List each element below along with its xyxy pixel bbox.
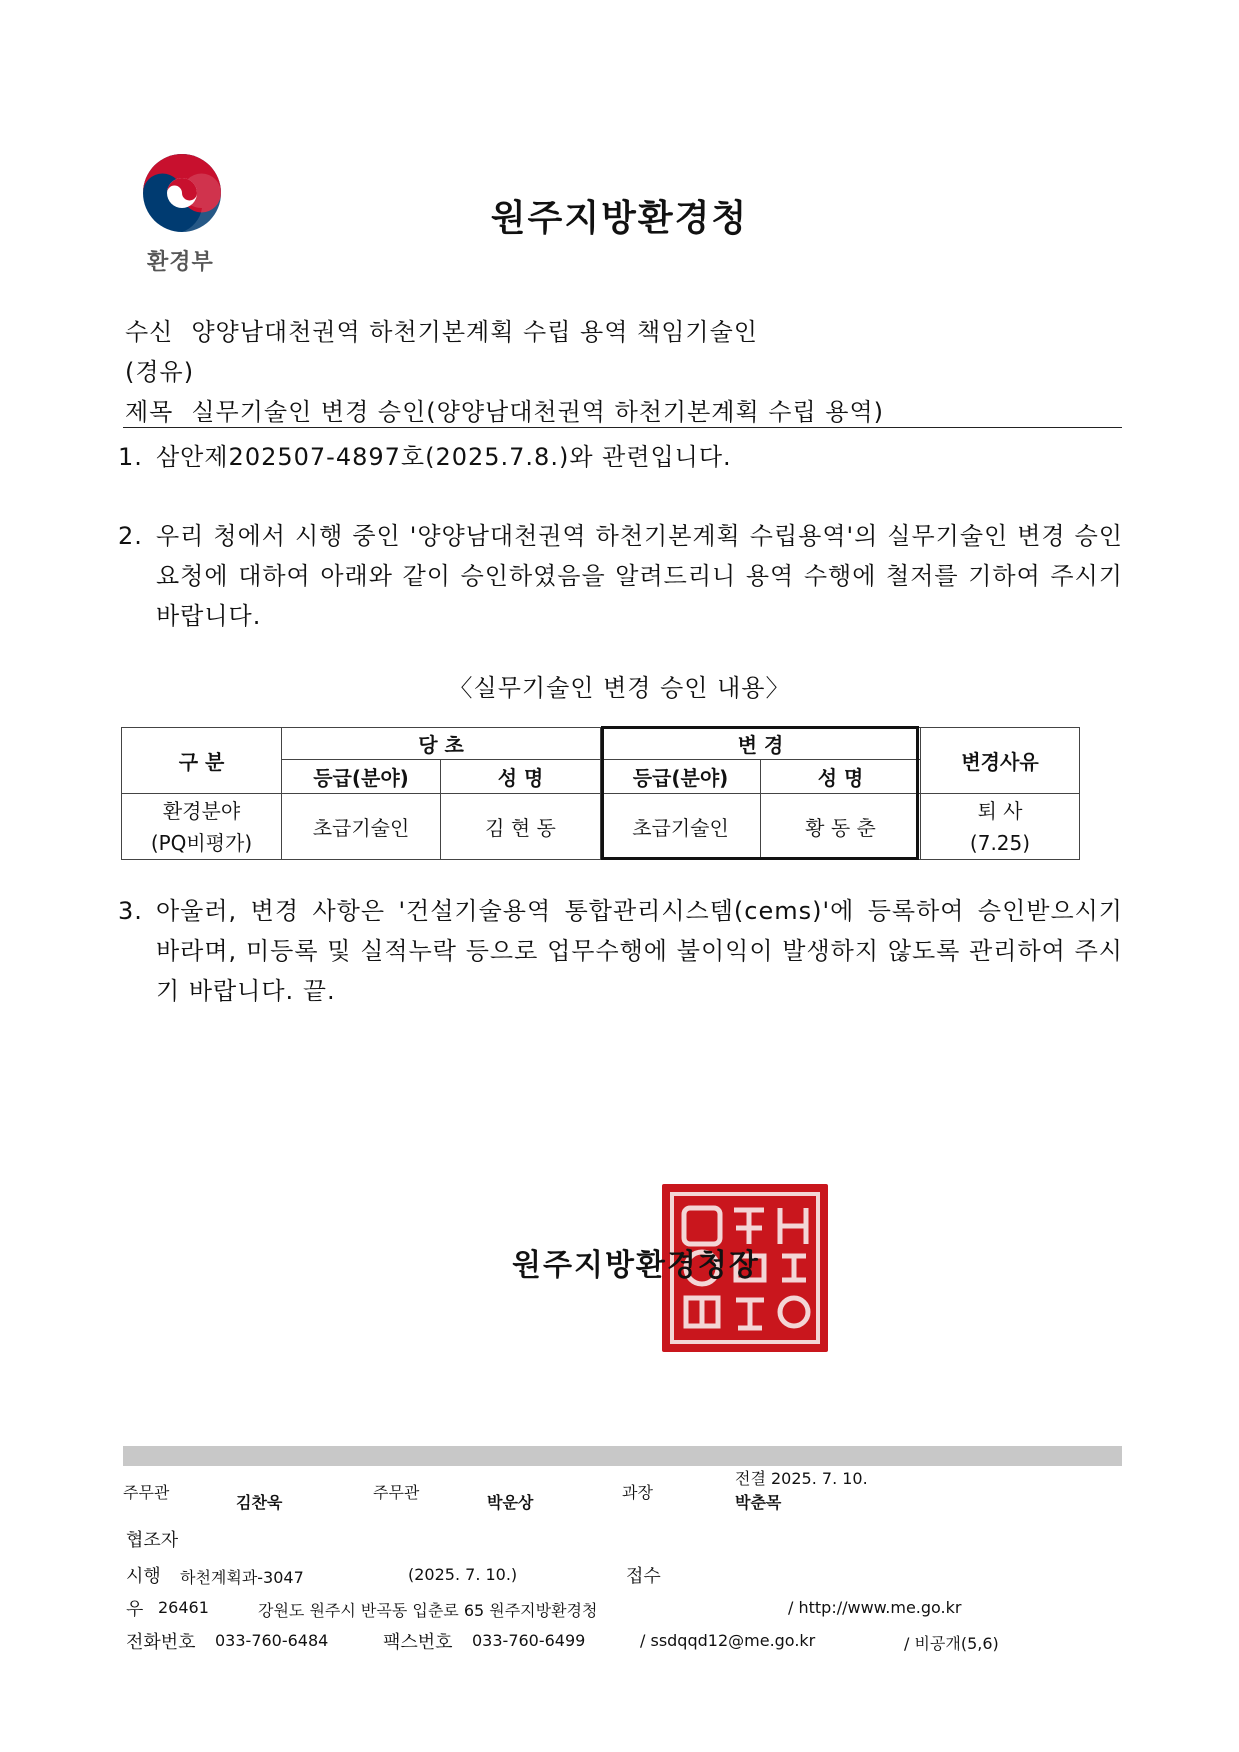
paragraph-text: 우리 청에서 시행 중인 '양양남대천권역 하천기본계획 수립용역'의 실무기술인 변경 승인 요청에 대하여 아래와 같이 승인하였음을 알려드리니 용역 수행에 철저를 기하여 주시기 바랍니다. [156,522,1123,630]
enforce-label: 시행 [126,1566,161,1587]
fax-number: 033-760-6499 [472,1631,586,1650]
paragraph-3 [118,891,1123,1011]
subject-value: 실무기술인 변경 승인(양양남대천권역 하천기본계획 수립 용역) [191,398,885,426]
phone-number: 033-760-6484 [215,1631,329,1650]
manager-name: 박춘목 [735,1493,782,1512]
postal-code: 26461 [158,1598,209,1617]
paragraph-number: 1. [118,443,143,471]
email-link[interactable]: / ssdqqd12@me.go.kr [640,1631,816,1650]
org-title: 원주지방환경청 [490,198,749,239]
signer-name: 원주지방환경청장 [512,1248,760,1283]
manager-title: 과장 [622,1483,653,1502]
address: 강원도 원주시 반곡동 입춘로 65 원주지방환경청 [258,1601,598,1620]
cell-orig-name: 김 현 동 [441,794,601,860]
paragraph-text: 삼안제202507-4897호(2025.7.8.)와 관련입니다. [156,443,732,471]
header-grade-original: 등급(분야) [282,760,441,794]
disclosure-status: / 비공개(5,6) [904,1634,999,1653]
cooperator-label: 협조자 [126,1530,179,1551]
phone-label: 전화번호 [126,1632,196,1653]
receive-label: 접수 [626,1566,661,1587]
footer-bar [123,1446,1122,1466]
cell-category [122,794,282,860]
staff1-title: 주무관 [123,1483,170,1502]
staff1-name: 김찬욱 [236,1493,283,1512]
header-name-original: 성 명 [441,760,601,794]
header-changed: 변 경 [601,728,921,760]
subject-line [125,392,884,427]
recipient-line [125,312,758,347]
header-name-changed: 성 명 [761,760,921,794]
table-caption: 〈실무기술인 변경 승인 내용〉 [448,674,791,702]
via-line: (경유) [125,358,195,386]
recipient-label: 수신 [125,318,174,346]
decision-date: 전결 2025. 7. 10. [735,1469,868,1488]
cell-new-grade: 초급기술인 [601,794,761,860]
enforce-date: (2025. 7. 10.) [408,1565,518,1584]
paragraph-text: 아울러, 변경 사항은 '건설기술용역 통합관리시스템(cems)'에 등록하여 승인받으시기 바라며, 미등록 및 실적누락 등으로 업무수행에 불이익이 발생하지 않도록 관리하여 주시기 바랍니다. 끝. [156,897,1123,1005]
header-original: 당 초 [282,728,601,760]
cell-reason-line1: 퇴 사 [977,798,1023,823]
paragraph-number: 2. [118,522,143,550]
paragraph-1 [118,437,1123,477]
recipient-value: 양양남대천권역 하천기본계획 수립 용역 책임기술인 [191,318,758,346]
header-reason: 변경사유 [921,728,1080,794]
staff2-name: 박운상 [487,1493,534,1512]
subject-divider [123,427,1122,428]
cell-new-name: 황 동 춘 [761,794,921,860]
fax-label: 팩스번호 [383,1632,453,1653]
header-grade-changed: 등급(분야) [601,760,761,794]
homepage-link[interactable]: / http://www.me.go.kr [788,1598,962,1617]
enforce-number: 하천계획과-3047 [180,1568,304,1587]
staff2-title: 주무관 [373,1483,420,1502]
cell-orig-grade: 초급기술인 [282,794,441,860]
header-category: 구 분 [122,728,282,794]
cell-reason-line2: (7.25) [969,830,1031,855]
logo-text: 환경부 [147,250,214,275]
paragraph-2 [118,516,1123,636]
changed-column-highlight [601,726,919,860]
postal-label: 우 [126,1599,144,1620]
subject-label: 제목 [125,398,174,426]
cell-category-line1: 환경분야 [162,798,241,823]
cell-reason [921,794,1080,860]
paragraph-number: 3. [118,897,143,925]
cell-category-line2: (PQ비평가) [150,830,253,855]
